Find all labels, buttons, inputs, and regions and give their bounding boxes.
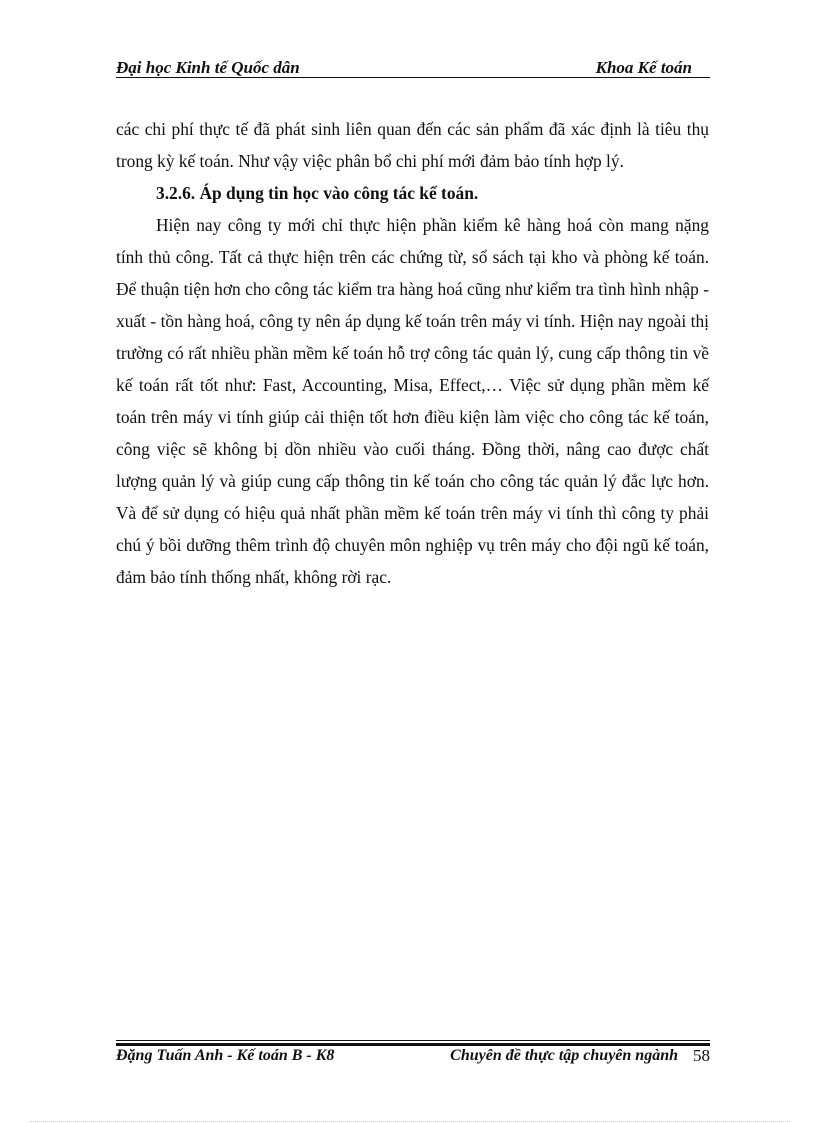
header-divider [116, 77, 710, 78]
header-faculty: Khoa Kế toán [595, 58, 692, 77]
footer-divider-thin [116, 1040, 710, 1041]
page-footer [116, 1045, 710, 1067]
footer-report-title: Chuyên đề thực tập chuyên ngành [450, 1047, 678, 1064]
footer-author: Đặng Tuấn Anh - Kế toán B - K8 [116, 1047, 335, 1064]
page-edge-divider [30, 1121, 790, 1122]
document-body [116, 113, 709, 593]
paragraph-continued: các chi phí thực tế đã phát sinh liên quan đến các sản phẩm đã xác định là tiêu thụ trong kỳ kế toán. Như vậy việc phân bổ chi phí mới đảm bảo tính hợp lý. [116, 119, 709, 171]
paragraph-it-application: Hiện nay công ty mới chỉ thực hiện phần kiểm kê hàng hoá còn mang nặng tính thủ công. Tất cả thực hiện trên các chứng từ, sổ sách tại kho và phòng kế toán. Để thuận tiện hơn cho công tác kiểm tra hàng hoá cũng như kiểm tra tình hình nhập - xuất - tồn hàng hoá, công ty nên áp dụng kế toán trên máy vi tính. Hiện nay ngoài thị trường có rất nhiều phần mềm kế toán hỗ trợ công tác quản lý, cung cấp thông tin về kế toán rất tốt như: Fast, Accounting, Misa, Effect,… Việc sử dụng phần mềm kế toán trên máy vi tính giúp cải thiện tốt hơn điều kiện làm việc cho công tác kế toán, công việc sẽ không bị dồn nhiều vào cuối tháng. Đồng thời, nâng cao được chất lượng quản lý và giúp cung cấp thông tin kế toán cho công tác quản lý đắc lực hơn. Và để sử dụng có hiệu quả nhất phần mềm kế toán trên máy vi tính thì công ty phải chú ý bồi dưỡng thêm trình độ chuyên môn nghiệp vụ trên máy cho đội ngũ kế toán, đảm bảo tính thống nhất, không rời rạc. [116, 215, 709, 587]
page-number: 58 [693, 1046, 710, 1065]
section-heading: 3.2.6. Áp dụng tin học vào công tác kế toán. [156, 183, 479, 203]
header-university: Đại học Kinh tế Quốc dân [116, 58, 300, 77]
page-header [116, 58, 710, 78]
